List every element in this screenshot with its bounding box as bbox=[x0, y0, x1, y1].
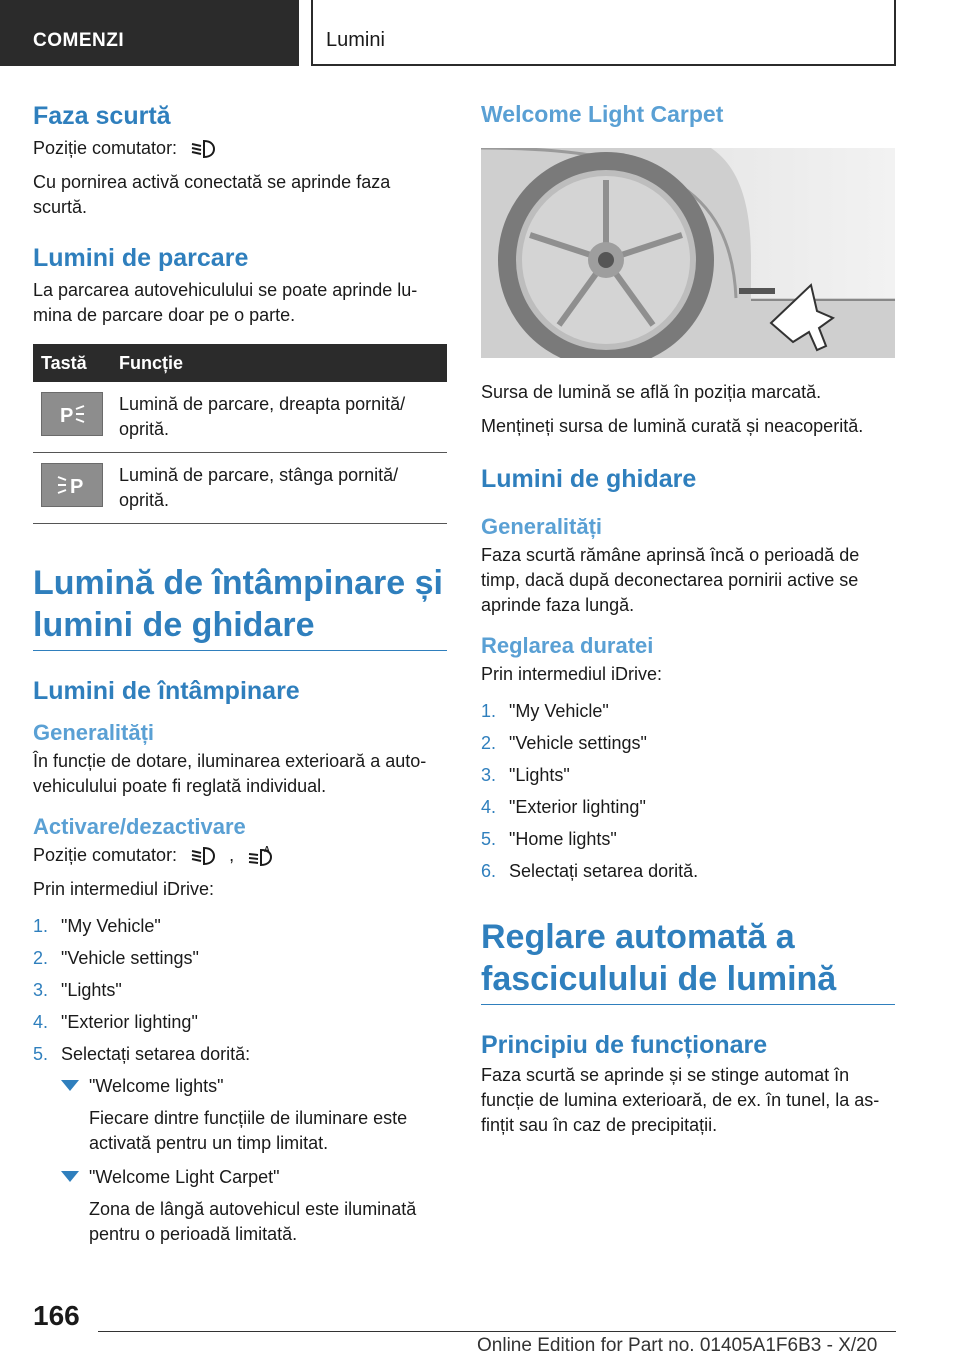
guide-general-heading: Generalități bbox=[481, 514, 603, 539]
auto-beam-heading: Reglare automată a fasciculului de lumină bbox=[481, 916, 895, 1005]
carpet-text-1: Sursa de lumină se află în poziția marcată. bbox=[481, 382, 822, 402]
option-item: "Welcome Light Carpet" Zona de lângă autovehicul este iluminată pentru o perioadă limitată. bbox=[61, 1165, 447, 1247]
low-beam-switch-line bbox=[33, 136, 447, 161]
principle-text: Faza scurtă se aprinde și se stinge automat în funcție de lumina exterioară, de ex. în tunel, la asfințit sau în caz de precipitații. bbox=[481, 1065, 880, 1135]
switch-position-label: Poziție comutator: bbox=[33, 845, 178, 865]
svg-text:A: A bbox=[264, 845, 270, 855]
chapter-tab: Lumini bbox=[311, 0, 896, 66]
parking-text: La parcarea autovehiculului se poate aprinde lumina de parcare doar pe o parte. bbox=[33, 280, 418, 325]
parking-right-icon bbox=[56, 402, 88, 426]
svg-text:P: P bbox=[70, 476, 84, 497]
list-item: 1. "My Vehicle" bbox=[33, 916, 161, 936]
section-tab: COMENZI bbox=[0, 0, 299, 66]
welcome-section-heading: Lumină de întâmpinare și lumini de ghidare bbox=[33, 562, 447, 651]
carpet-text-2: Mențineți sursa de lumină curată și neacoperită. bbox=[481, 416, 864, 436]
parking-left-icon bbox=[56, 473, 88, 497]
auto-light-icon bbox=[247, 845, 273, 867]
idrive-text: Prin intermediul iDrive: bbox=[481, 664, 663, 684]
parking-table bbox=[33, 344, 447, 524]
option-list bbox=[61, 1074, 447, 1247]
list-item: 3. "Lights" bbox=[33, 980, 122, 1000]
wheel-photo bbox=[481, 148, 895, 358]
left-column bbox=[33, 100, 447, 1254]
parking-right-button[interactable] bbox=[41, 392, 103, 436]
list-item: 6. Selectați setarea dorită. bbox=[481, 861, 699, 881]
welcome-lights-heading: Lumini de întâmpinare bbox=[33, 677, 300, 705]
bullet-triangle-icon bbox=[61, 1080, 79, 1091]
low-beam-icon bbox=[190, 138, 216, 160]
low-beam-heading: Faza scurtă bbox=[33, 102, 171, 130]
table-header-key: Tastă bbox=[33, 344, 111, 382]
low-beam-text: Cu pornirea activă conectată se aprinde faza scurtă. bbox=[33, 172, 391, 217]
parking-heading: Lumini de parcare bbox=[33, 244, 249, 272]
duration-steps bbox=[481, 699, 895, 884]
option-item: "Welcome lights" Fiecare dintre funcțiile de iluminare este activată pentru un timp limitat. bbox=[61, 1074, 447, 1156]
svg-text:P: P bbox=[60, 405, 74, 426]
list-item: 2. "Vehicle settings" bbox=[481, 733, 647, 753]
activation-switch-line bbox=[33, 843, 447, 868]
duration-heading: Reglarea duratei bbox=[481, 633, 654, 658]
list-item: 2. "Vehicle settings" bbox=[33, 948, 199, 968]
idrive-text: Prin intermediul iDrive: bbox=[33, 879, 215, 899]
edition-text: Online Edition for Part no. 01405A1F6B3 - X/20 bbox=[477, 1335, 878, 1356]
car-wheel-illustration bbox=[481, 148, 895, 358]
switch-position-label: Poziție comutator: bbox=[33, 138, 178, 158]
general-text: În funcție de dotare, iluminarea exterioară a autovehiculului poate fi reglată individual. bbox=[33, 751, 427, 796]
list-item: 4. "Exterior lighting" bbox=[481, 797, 646, 817]
table-cell-function: Lumină de parcare, dreapta pornită/ oprită. bbox=[111, 382, 447, 453]
guide-heading: Lumini de ghidare bbox=[481, 465, 697, 493]
footer-divider bbox=[98, 1331, 896, 1332]
list-item: 5. "Home lights" bbox=[481, 829, 617, 849]
top-bar bbox=[0, 0, 960, 66]
list-item: 1. "My Vehicle" bbox=[481, 701, 609, 721]
parking-left-button[interactable] bbox=[41, 463, 103, 507]
general-heading: Generalități bbox=[33, 720, 155, 745]
list-item: 3. "Lights" bbox=[481, 765, 570, 785]
table-row bbox=[33, 453, 447, 524]
list-item: 5. Selectați setarea dorită: "Welcome lights" Fiecare dintre funcțiile de iluminare este activată pentru un timp limitat. "Welcome Light Carpet" Zona de lângă autovehicul este iluminată pentru o perioadă limitată. bbox=[33, 1042, 447, 1247]
guide-general-text: Faza scurtă rămâne aprinsă încă o perioadă de timp, dacă după deconectarea pornirii active se aprinde faza lungă. bbox=[481, 545, 860, 615]
table-cell-function: Lumină de parcare, stânga pornită/ oprită. bbox=[111, 453, 447, 524]
carpet-heading: Welcome Light Carpet bbox=[481, 101, 724, 127]
switch-separator: , bbox=[229, 845, 235, 865]
table-row bbox=[33, 382, 447, 453]
activation-steps bbox=[33, 914, 447, 1247]
page-number: 166 bbox=[33, 1300, 80, 1331]
right-column bbox=[481, 100, 895, 1138]
table-header-function: Funcție bbox=[111, 344, 447, 382]
list-item: 4. "Exterior lighting" bbox=[33, 1012, 198, 1032]
table-header-row bbox=[33, 344, 447, 382]
principle-heading: Principiu de funcționare bbox=[481, 1031, 768, 1059]
bullet-triangle-icon bbox=[61, 1171, 79, 1182]
activation-heading: Activare/dezactivare bbox=[33, 814, 246, 839]
low-beam-icon bbox=[190, 845, 216, 867]
